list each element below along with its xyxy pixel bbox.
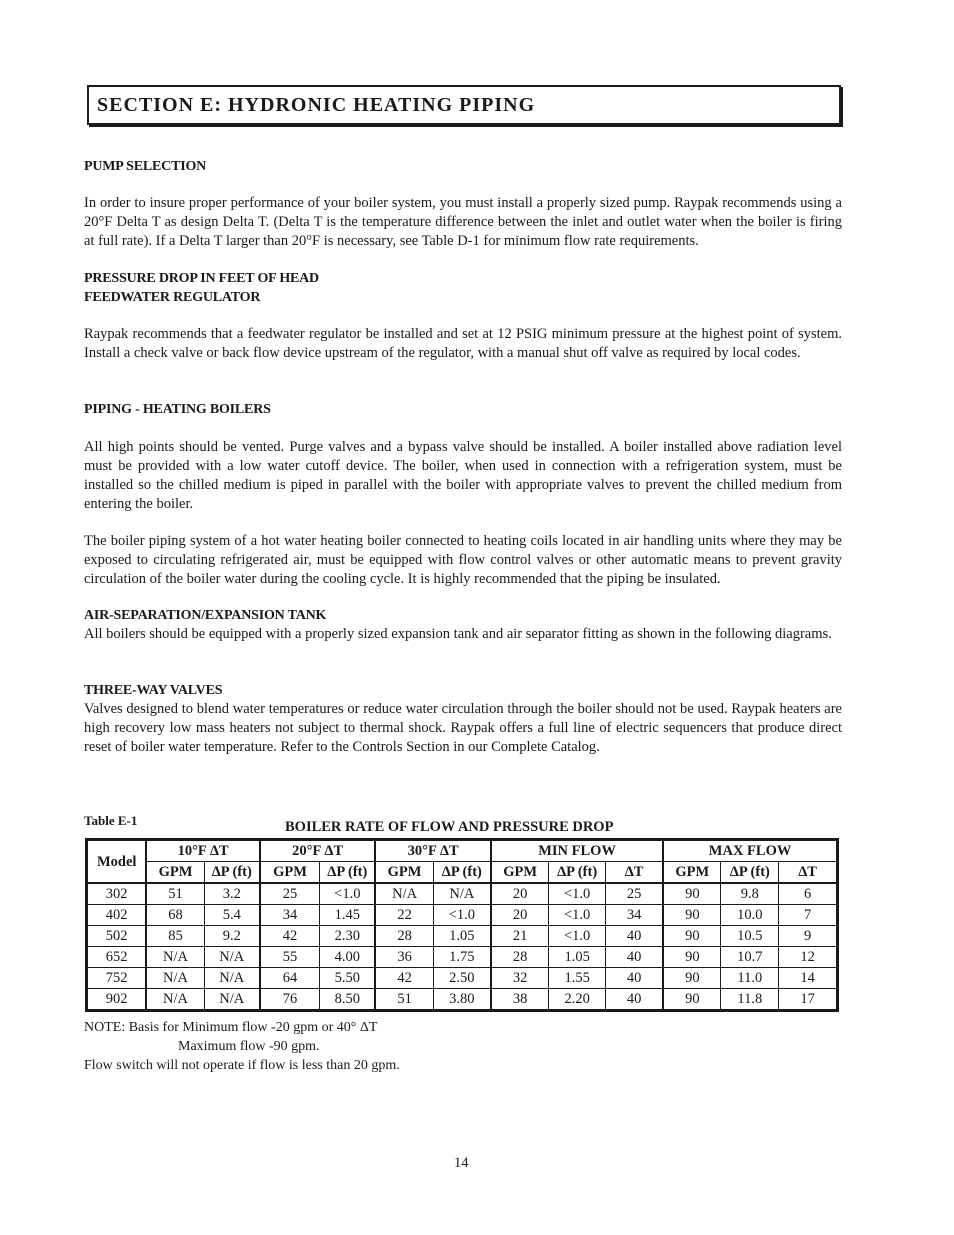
table-cell: N/A: [146, 947, 204, 968]
table-cell: 34: [260, 905, 320, 926]
sub-header-dp: ΔP (ft): [320, 862, 376, 884]
table-row: [87, 968, 838, 989]
table-cell: N/A: [204, 989, 260, 1011]
table-cell: N/A: [204, 947, 260, 968]
table-cell: 90: [663, 989, 721, 1011]
table-cell: 2.30: [320, 926, 376, 947]
table-cell: 28: [375, 926, 433, 947]
section-title: SECTION E: HYDRONIC HEATING PIPING: [97, 94, 536, 116]
table-cell: 2.20: [549, 989, 606, 1011]
table-cell: 8.50: [320, 989, 376, 1011]
table-label: Table E-1: [84, 813, 138, 828]
sub-header-dt: ΔT: [606, 862, 664, 884]
feedwater-regulator-heading: FEEDWATER REGULATOR: [84, 290, 261, 305]
table-cell: 40: [606, 947, 664, 968]
table-cell: 1.05: [433, 926, 491, 947]
group-header-30f: 30°F ΔT: [375, 840, 491, 862]
table-row: [87, 989, 838, 1011]
table-cell: 68: [146, 905, 204, 926]
group-header-10f: 10°F ΔT: [146, 840, 260, 862]
table-cell: 90: [663, 968, 721, 989]
model-cell: 752: [87, 968, 147, 989]
table-cell: 1.55: [549, 968, 606, 989]
table-cell: 1.45: [320, 905, 376, 926]
table-group-header-row: [87, 840, 838, 862]
piping-block: [84, 400, 842, 589]
table-note: [84, 1018, 400, 1075]
table-cell: 20: [491, 905, 549, 926]
sub-header-dp: ΔP (ft): [433, 862, 491, 884]
table-cell: 32: [491, 968, 549, 989]
table-title: BOILER RATE OF FLOW AND PRESSURE DROP: [285, 819, 614, 835]
group-header-max-flow: MAX FLOW: [663, 840, 837, 862]
sub-header-gpm: GPM: [375, 862, 433, 884]
feedwater-regulator-text: Raypak recommends that a feedwater regulator be installed and set at 12 PSIG minimum pressure at the highest point of system. Install a check valve or back flow device upstream of the regulator, with a manual shut off valve as required by local codes.: [84, 326, 842, 361]
table-cell: <1.0: [433, 905, 491, 926]
model-cell: 402: [87, 905, 147, 926]
table-cell: 38: [491, 989, 549, 1011]
piping-heading: PIPING - HEATING BOILERS: [84, 402, 271, 417]
table-cell: 10.0: [721, 905, 779, 926]
table-cell: 11.8: [721, 989, 779, 1011]
table-cell: 51: [146, 883, 204, 905]
table-cell: 1.05: [549, 947, 606, 968]
table-cell: 3.80: [433, 989, 491, 1011]
pressure-drop-heading: PRESSURE DROP IN FEET OF HEAD: [84, 271, 319, 286]
table-row: [87, 947, 838, 968]
table-sub-header-row: [87, 862, 838, 884]
table-cell: 28: [491, 947, 549, 968]
sub-header-gpm: GPM: [260, 862, 320, 884]
table-cell: 10.5: [721, 926, 779, 947]
piping-text-1: All high points should be vented. Purge valves and a bypass valve should be installed. A boiler installed above radiation level must be provided with a low water cutoff device. The boiler, when used in connection with a refrigeration system, must be installed so the chilled medium is piped in parallel with the boiler with appropriate valves to prevent the chilled medium from entering the boiler.: [84, 439, 842, 512]
model-cell: 652: [87, 947, 147, 968]
table-cell: 76: [260, 989, 320, 1011]
table-cell: 20: [491, 883, 549, 905]
table-cell: 36: [375, 947, 433, 968]
flow-pressure-table: [85, 838, 839, 1012]
table-row: [87, 905, 838, 926]
sub-header-dt: ΔT: [779, 862, 838, 884]
table-row: [87, 883, 838, 905]
table-cell: 9: [779, 926, 838, 947]
table-cell: 34: [606, 905, 664, 926]
three-way-valves-block: [84, 681, 842, 757]
section-header-box: [87, 85, 841, 125]
table-cell: N/A: [433, 883, 491, 905]
note-line-2: Maximum flow -90 gpm.: [178, 1039, 320, 1054]
table-cell: N/A: [375, 883, 433, 905]
model-cell: 302: [87, 883, 147, 905]
pump-selection-heading: PUMP SELECTION: [84, 159, 207, 174]
table-row: [87, 926, 838, 947]
table-cell: 40: [606, 926, 664, 947]
sub-header-gpm: GPM: [663, 862, 721, 884]
note-line-1: NOTE: Basis for Minimum flow -20 gpm or 40° ΔT: [84, 1020, 378, 1035]
table-cell: 90: [663, 905, 721, 926]
pump-selection-text: In order to insure proper performance of your boiler system, you must install a properly sized pump. Raypak recommends using a 20°F Delta T as design Delta T. (Delta T is the temperature difference between the inlet and outlet water when the boiler is firing at full rate). If a Delta T larger than 20°F is necessary, see Table D-1 for minimum flow rate requirements.: [84, 195, 842, 249]
table-cell: 17: [779, 989, 838, 1011]
air-separation-heading: AIR-SEPARATION/EXPANSION TANK: [84, 608, 327, 623]
table-cell: 5.4: [204, 905, 260, 926]
model-header: Model: [87, 840, 147, 884]
table-cell: 42: [260, 926, 320, 947]
table-cell: N/A: [204, 968, 260, 989]
table-cell: <1.0: [549, 883, 606, 905]
sub-header-gpm: GPM: [491, 862, 549, 884]
note-line-3: Flow switch will not operate if flow is less than 20 gpm.: [84, 1058, 400, 1073]
table-cell: 40: [606, 989, 664, 1011]
table-cell: 5.50: [320, 968, 376, 989]
table-cell: 14: [779, 968, 838, 989]
table-cell: 1.75: [433, 947, 491, 968]
table-cell: 85: [146, 926, 204, 947]
group-header-min-flow: MIN FLOW: [491, 840, 663, 862]
table-cell: 42: [375, 968, 433, 989]
table-cell: 90: [663, 926, 721, 947]
table-cell: 9.8: [721, 883, 779, 905]
model-cell: 902: [87, 989, 147, 1011]
table-cell: 9.2: [204, 926, 260, 947]
pressure-drop-block: [84, 269, 842, 363]
table-cell: 2.50: [433, 968, 491, 989]
table-cell: <1.0: [320, 883, 376, 905]
table-body: [87, 883, 838, 1011]
table-cell: <1.0: [549, 926, 606, 947]
table-cell: 90: [663, 947, 721, 968]
table-cell: 3.2: [204, 883, 260, 905]
three-way-valves-heading: THREE-WAY VALVES: [84, 683, 223, 698]
sub-header-dp: ΔP (ft): [204, 862, 260, 884]
air-separation-block: [84, 606, 842, 644]
three-way-valves-text: Valves designed to blend water temperatures or reduce water circulation through the boiler should not be used. Raypak heaters are high recovery low mass heaters not subject to thermal shock. Raypak offers a full line of electric sequencers that produce direct reset of boiler water temperature. Refer to the Controls Section in our Complete Catalog.: [84, 701, 842, 755]
page-number: 14: [454, 1155, 469, 1171]
sub-header-gpm: GPM: [146, 862, 204, 884]
air-separation-text: All boilers should be equipped with a properly sized expansion tank and air separator fitting as shown in the following diagrams.: [84, 626, 832, 642]
table-cell: 22: [375, 905, 433, 926]
table-cell: 90: [663, 883, 721, 905]
table-cell: 51: [375, 989, 433, 1011]
table-cell: 25: [606, 883, 664, 905]
table-cell: 12: [779, 947, 838, 968]
table-cell: N/A: [146, 989, 204, 1011]
table-cell: 40: [606, 968, 664, 989]
pump-selection-block: [84, 157, 842, 251]
table-cell: 7: [779, 905, 838, 926]
table-cell: N/A: [146, 968, 204, 989]
table-cell: 25: [260, 883, 320, 905]
group-header-20f: 20°F ΔT: [260, 840, 376, 862]
model-cell: 502: [87, 926, 147, 947]
sub-header-dp: ΔP (ft): [721, 862, 779, 884]
table-cell: 21: [491, 926, 549, 947]
table-cell: 64: [260, 968, 320, 989]
table-cell: 6: [779, 883, 838, 905]
table-cell: 55: [260, 947, 320, 968]
sub-header-dp: ΔP (ft): [549, 862, 606, 884]
table-cell: 10.7: [721, 947, 779, 968]
table-cell: <1.0: [549, 905, 606, 926]
table-cell: 4.00: [320, 947, 376, 968]
table-cell: 11.0: [721, 968, 779, 989]
piping-text-2: The boiler piping system of a hot water heating boiler connected to heating coils located in air handling units where they may be exposed to circulating refrigerated air, must be equipped with flow control valves or other automatic means to prevent gravity circulation of the boiler water during the cooling cycle. It is highly recommended that the piping be insulated.: [84, 533, 842, 587]
